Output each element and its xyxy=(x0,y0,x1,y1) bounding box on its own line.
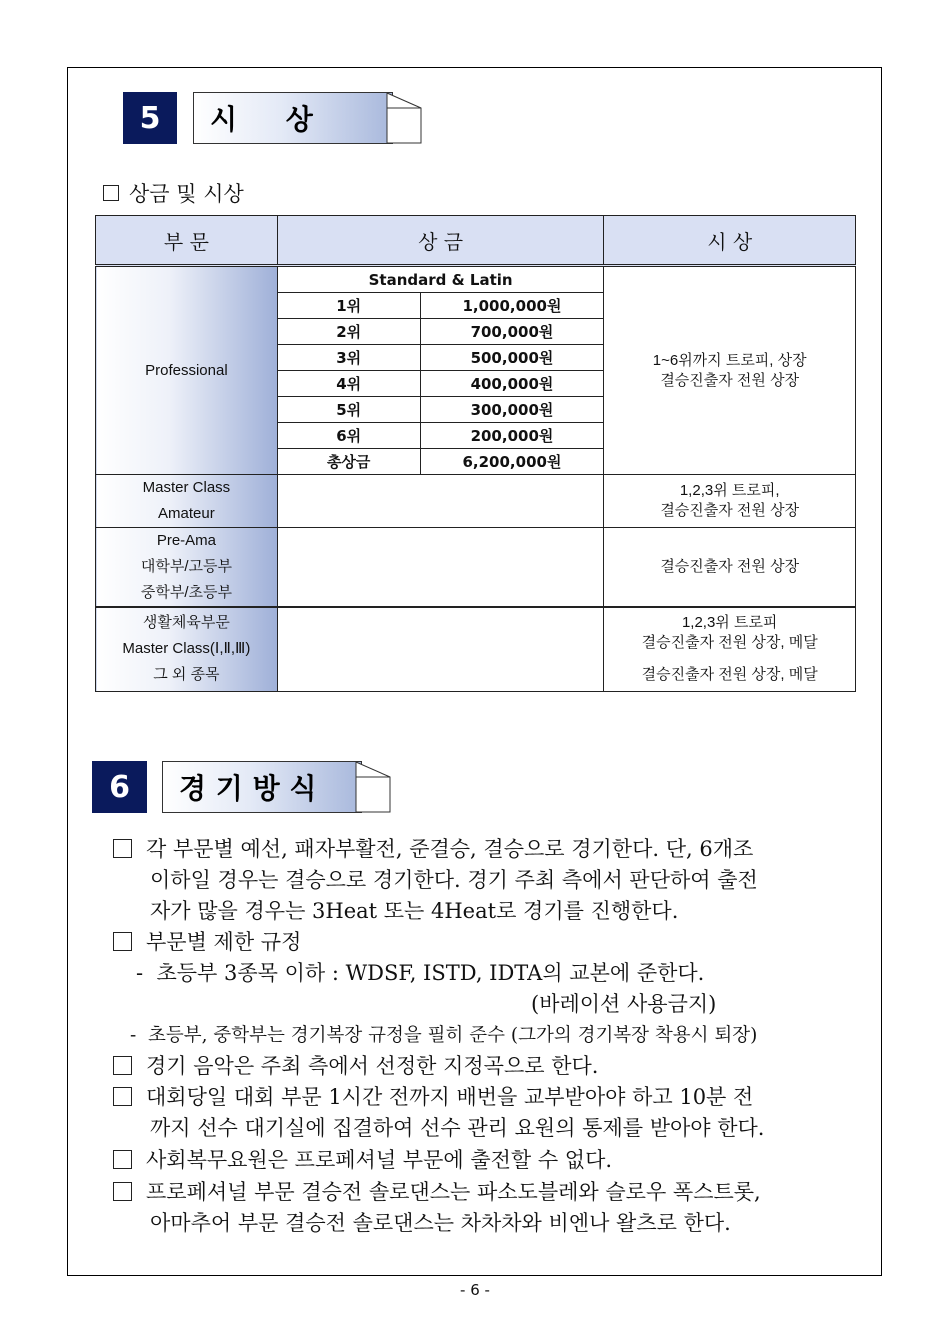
award-line: 1,2,3위 트로피 xyxy=(681,614,778,632)
award-line: 결승진출자 전원 상장 xyxy=(660,502,800,519)
amount-cell: 300,000원 xyxy=(420,397,604,423)
amount-cell: 6,200,000원 xyxy=(420,449,604,475)
category-line: Master Class(Ⅰ,Ⅱ,Ⅲ) xyxy=(122,640,251,658)
section-number: 6 xyxy=(92,761,147,813)
rule-text: 부문별 제한 규정 xyxy=(146,930,302,954)
category-professional: Professional xyxy=(96,266,278,475)
category-line: Master Class xyxy=(142,479,231,496)
section-number: 5 xyxy=(123,92,177,144)
category-line: Pre-Ama xyxy=(156,532,216,549)
prize-heading-text: 상금 및 시상 xyxy=(129,182,244,206)
rank-cell: 6위 xyxy=(277,423,420,449)
checkbox-icon xyxy=(113,839,132,858)
header-award: 시 상 xyxy=(604,216,856,266)
rule-detail: - 초등부 3종목 이하 : WDSF, ISTD, IDTA의 교본에 준한다. xyxy=(136,961,705,985)
amount-cell: 1,000,000원 xyxy=(420,293,604,319)
checkbox-icon xyxy=(113,932,132,951)
rule-text: 자가 많을 경우는 3Heat 또는 4Heat로 경기를 진행한다. xyxy=(150,899,679,923)
rule-item xyxy=(113,926,301,956)
category-line: 그 외 종목 xyxy=(153,666,220,684)
rule-text: 아마추어 부문 결승전 솔로댄스는 차차차와 비엔나 왈츠로 한다. xyxy=(150,1211,731,1235)
award-line: 결승진출자 전원 상장, 메달 xyxy=(641,634,818,652)
amount-cell: 700,000원 xyxy=(420,319,604,345)
rule-detail: (바레이션 사용금지) xyxy=(531,992,717,1016)
checkbox-icon xyxy=(113,1150,132,1169)
award-preama: 결승진출자 전원 상장 xyxy=(604,528,856,608)
page-number: - 6 - xyxy=(460,1281,490,1299)
rank-cell: 1위 xyxy=(277,293,420,319)
checkbox-icon xyxy=(113,1087,132,1106)
award-line: 결승진출자 전원 상장 xyxy=(660,371,800,389)
checkbox-icon xyxy=(113,1182,132,1201)
rule-text: 프로페셔널 부문 결승전 솔로댄스는 파소도블레와 슬로우 폭스트롯, xyxy=(146,1180,761,1204)
amount-cell: 400,000원 xyxy=(420,371,604,397)
header-prize: 상 금 xyxy=(277,216,604,266)
rank-cell: 4위 xyxy=(277,371,420,397)
checkbox-icon xyxy=(113,1056,132,1075)
category-line: 생활체육부문 xyxy=(142,614,230,632)
award-line: 결승진출자 전원 상장, 메달 xyxy=(641,666,818,684)
rank-cell: 총상금 xyxy=(277,449,420,475)
rule-item xyxy=(113,1081,753,1111)
category-line: 중학부/초등부 xyxy=(140,584,232,601)
award-line: 1,2,3위 트로피, xyxy=(679,482,780,499)
category-line: 대학부/고등부 xyxy=(140,558,232,575)
rank-cell: 2위 xyxy=(277,319,420,345)
rule-text: 이하일 경우는 결승으로 경기한다. 경기 주최 측에서 판단하여 출전 xyxy=(150,868,758,892)
amount-cell: 500,000원 xyxy=(420,345,604,371)
rank-cell: 3위 xyxy=(277,345,420,371)
category-line: Amateur xyxy=(158,505,215,522)
award-line: 1~6위까지 트로피, 상장 xyxy=(652,351,807,369)
rank-cell: 5위 xyxy=(277,397,420,423)
rules-body xyxy=(113,0,873,1344)
rule-text: 사회복무요원은 프로페셔널 부문에 출전할 수 없다. xyxy=(146,1148,613,1172)
rule-item xyxy=(113,833,753,863)
rule-item xyxy=(113,1144,612,1174)
amount-cell: 200,000원 xyxy=(420,423,604,449)
rule-item xyxy=(113,1176,761,1206)
section-title: 시 상 xyxy=(210,103,313,136)
rule-detail: - 초등부, 중학부는 경기복장 규정을 필히 준수 (그가의 경기복장 착용시 퇴장) xyxy=(130,1025,758,1046)
rule-text: 경기 음악은 주최 측에서 선정한 지정곡으로 한다. xyxy=(146,1054,599,1078)
prize-subheader: Standard & Latin xyxy=(277,266,604,293)
rule-text: 각 부문별 예선, 패자부활전, 준결승, 결승으로 경기한다. 단, 6개조 xyxy=(146,837,754,861)
section-title: 경 기 방 식 xyxy=(179,772,317,805)
rule-item xyxy=(113,1050,598,1080)
rule-text: 까지 선수 대기실에 집결하여 선수 관리 요원의 통제를 받아야 한다. xyxy=(150,1116,765,1140)
rule-text: 대회당일 대회 부문 1시간 전까지 배번을 교부받아야 하고 10분 전 xyxy=(146,1085,754,1109)
header-category: 부 문 xyxy=(96,216,278,266)
